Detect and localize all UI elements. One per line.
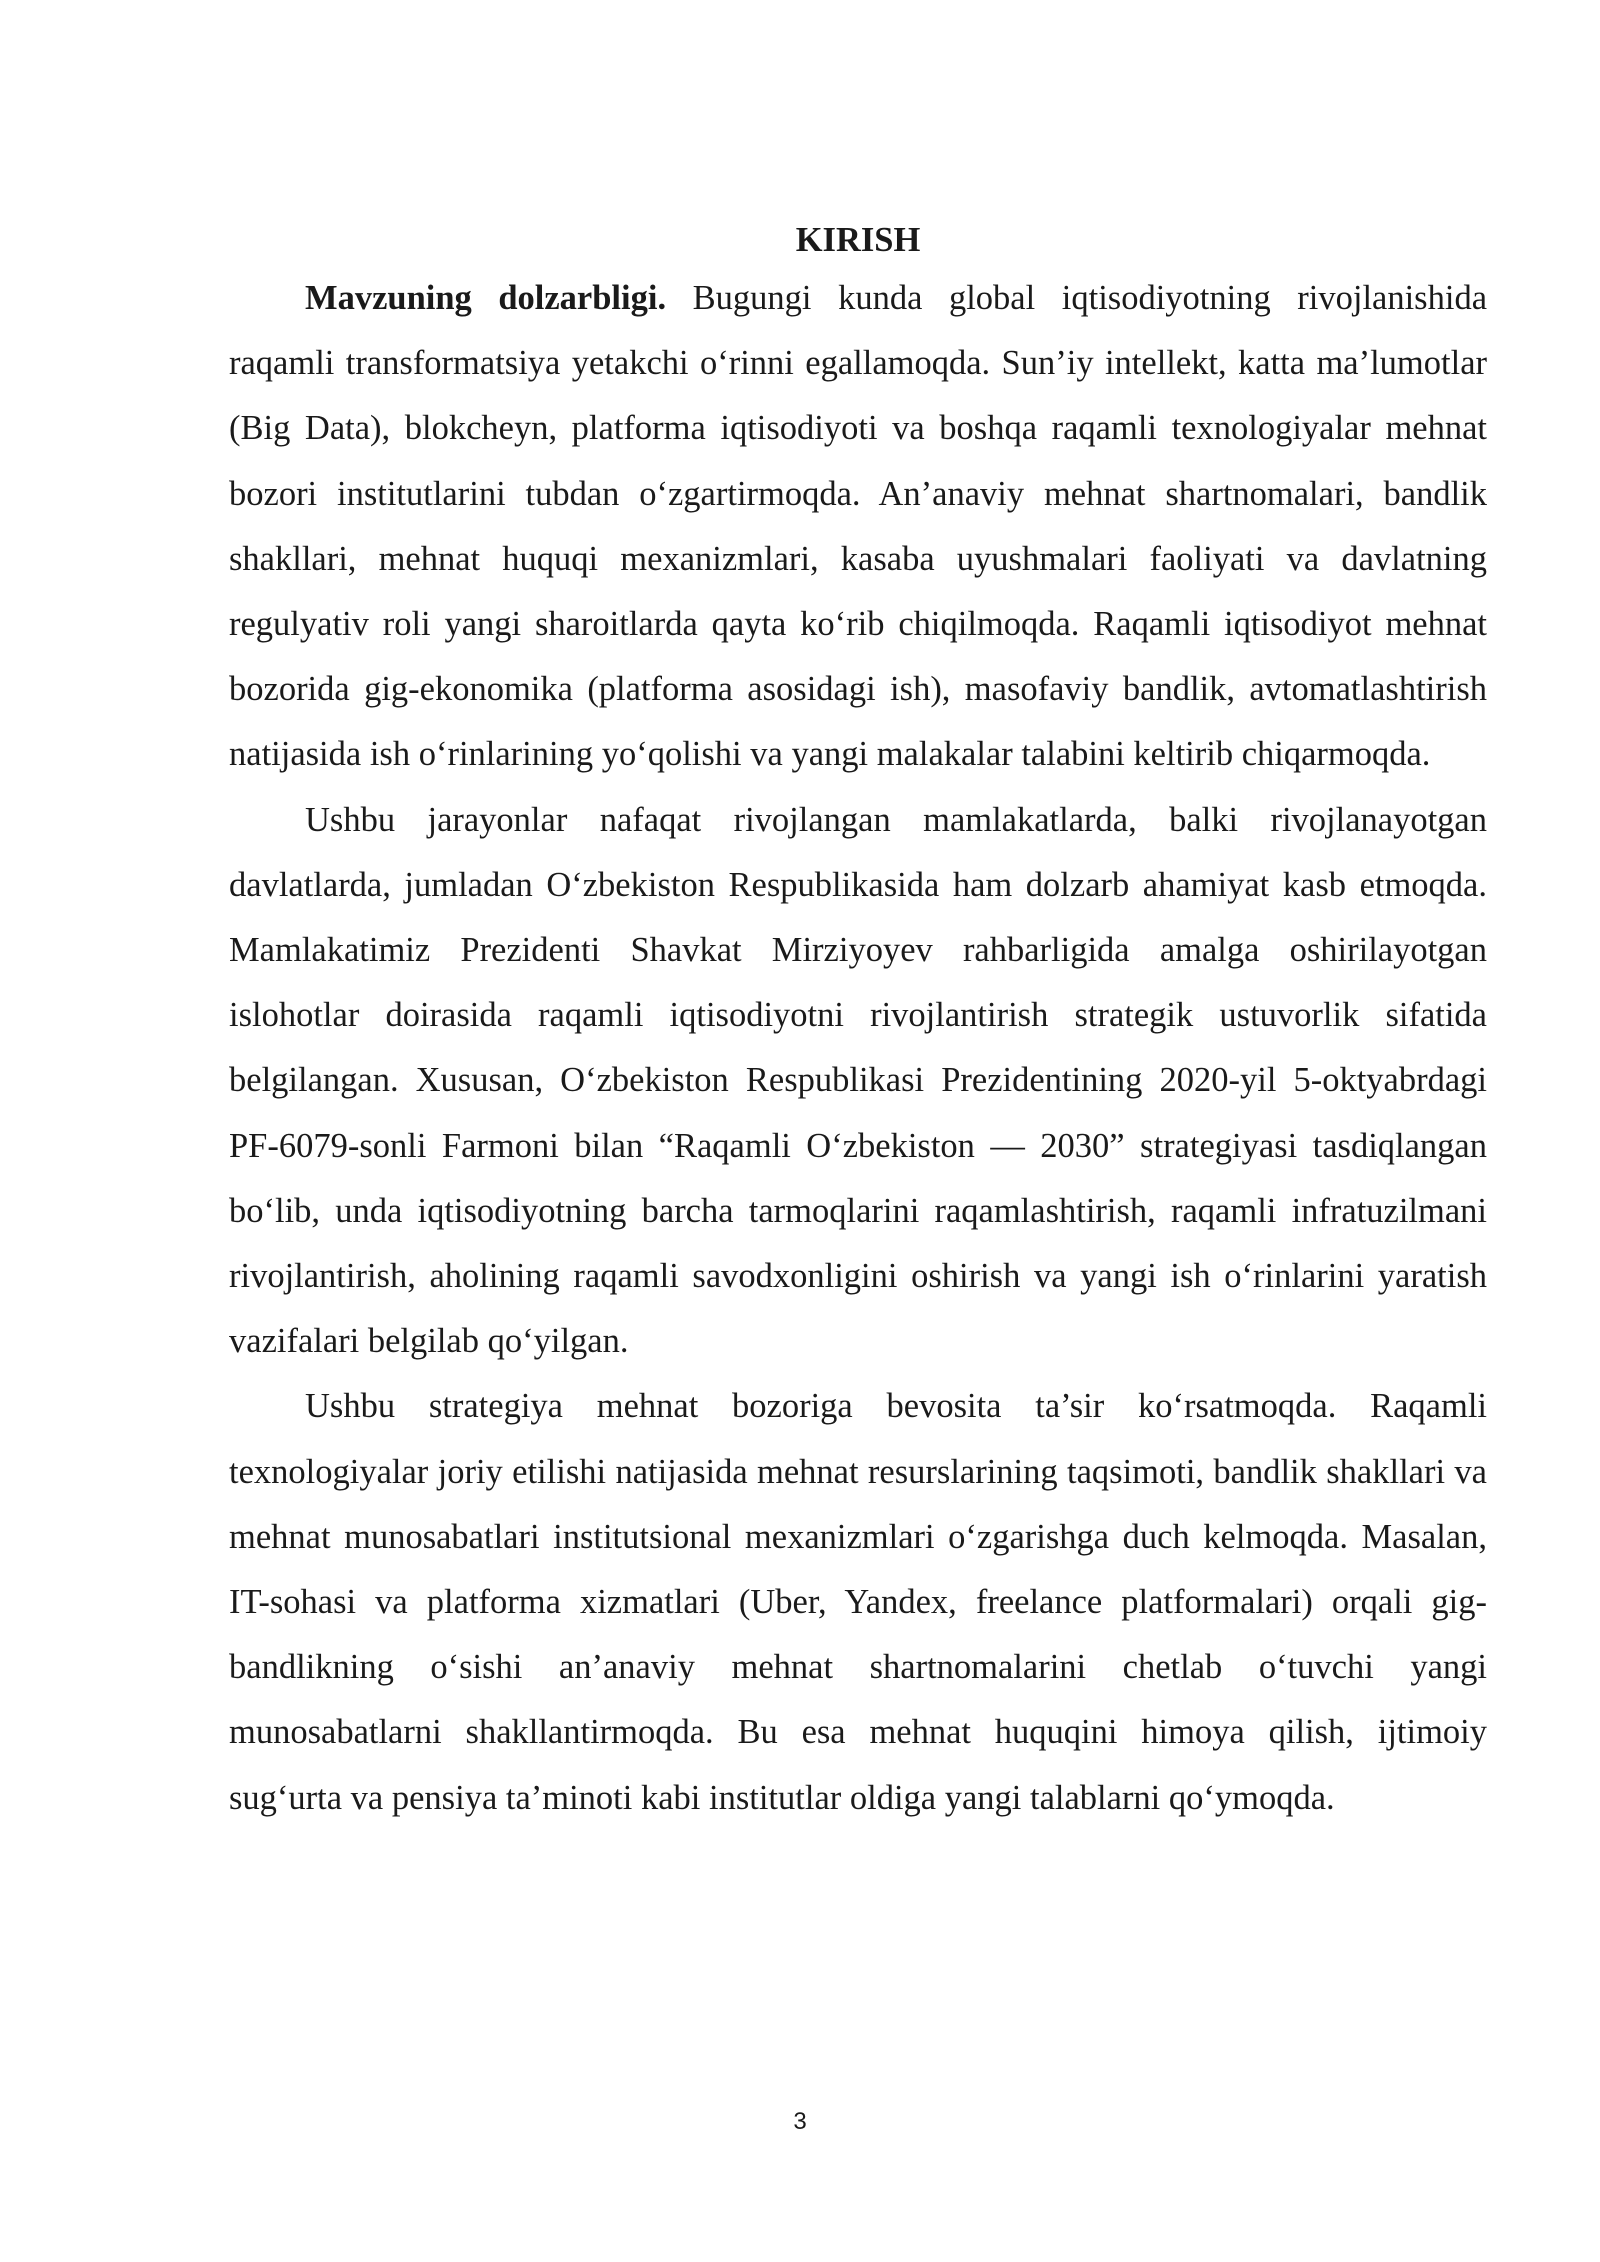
paragraph-uzbekistan	[229, 788, 1487, 1375]
paragraph-strategy	[229, 1374, 1487, 1830]
paragraph-text: Ushbu strategiya mehnat bozoriga bevosita ta’sir ko‘rsatmoqda. Raqamli texnologiyalar joriy etilishi natijasida mehnat resurslarining taqsimoti, bandlik shakllari va mehnat munosabatlari institutsional mexanizmlari o‘zgarishga duch kelmoqda. Masalan, IT-sohasi va platforma xizmatlari (Uber, Yandex, freelance platformalari) orqali gig-bandlikning o‘sishi an’anaviy mehnat shartnomalarini chetlab o‘tuvchi yangi munosabatlarni shakllantirmoqda. Bu esa mehnat huquqini himoya qilish, ijtimoiy sug‘urta va pensiya ta’minoti kabi institutlar oldiga yangi talablarni qo‘ymoqda.	[229, 1387, 1487, 1817]
page-number: 3	[793, 2108, 807, 2135]
document-body	[229, 214, 1487, 1831]
paragraph-lead: Mavzuning dolzarbligi.	[305, 279, 667, 317]
paragraph-relevance	[229, 266, 1487, 788]
paragraph-text: Bugungi kunda global iqtisodiyotning rivojlanishida raqamli transformatsiya yetakchi o‘rinni egallamoqda. Sun’iy intellekt, katta ma’lumotlar (Big Data), blokcheyn, platforma iqtisodiyoti va boshqa raqamli texnologiyalar mehnat bozori institutlarini tubdan o‘zgartirmoqda. An’anaviy mehnat shartnomalari, bandlik shakllari, mehnat huquqi mexanizmlari, kasaba uyushmalari faoliyati va davlatning regulyativ roli yangi sharoitlarda qayta ko‘rib chiqilmoqda. Raqamli iqtisodiyot mehnat bozorida gig-ekonomika (platforma asosidagi ish), masofaviy bandlik, avtomatlashtirish natijasida ish o‘rinlarining yo‘qolishi va yangi malakalar talabini keltirib chiqarmoqda.	[229, 279, 1488, 774]
paragraph-text: Ushbu jarayonlar nafaqat rivojlangan mamlakatlarda, balki rivojlanayotgan davlatlarda, jumladan O‘zbekiston Respublikasida ham dolzarb ahamiyat kasb etmoqda. Mamlakatimiz Prezidenti Shavkat Mirziyoyev rahbarligida amalga oshirilayotgan islohotlar doirasida raqamli iqtisodiyotni rivojlantirish strategik ustuvorlik sifatida belgilangan. Xususan, O‘zbekiston Respublikasi Prezidentining 2020-yil 5-oktyabrdagi PF-6079-sonli Farmoni bilan “Raqamli O‘zbekiston — 2030” strategiyasi tasdiqlangan bo‘lib, unda iqtisodiyotning barcha tarmoqlarini raqamlashtirish, raqamli infratuzilmani rivojlantirish, aholining raqamli savodxonligini oshirish va yangi ish o‘rinlarini yaratish vazifalari belgilab qo‘yilgan.	[229, 800, 1487, 1361]
section-title: KIRISH	[795, 221, 921, 259]
